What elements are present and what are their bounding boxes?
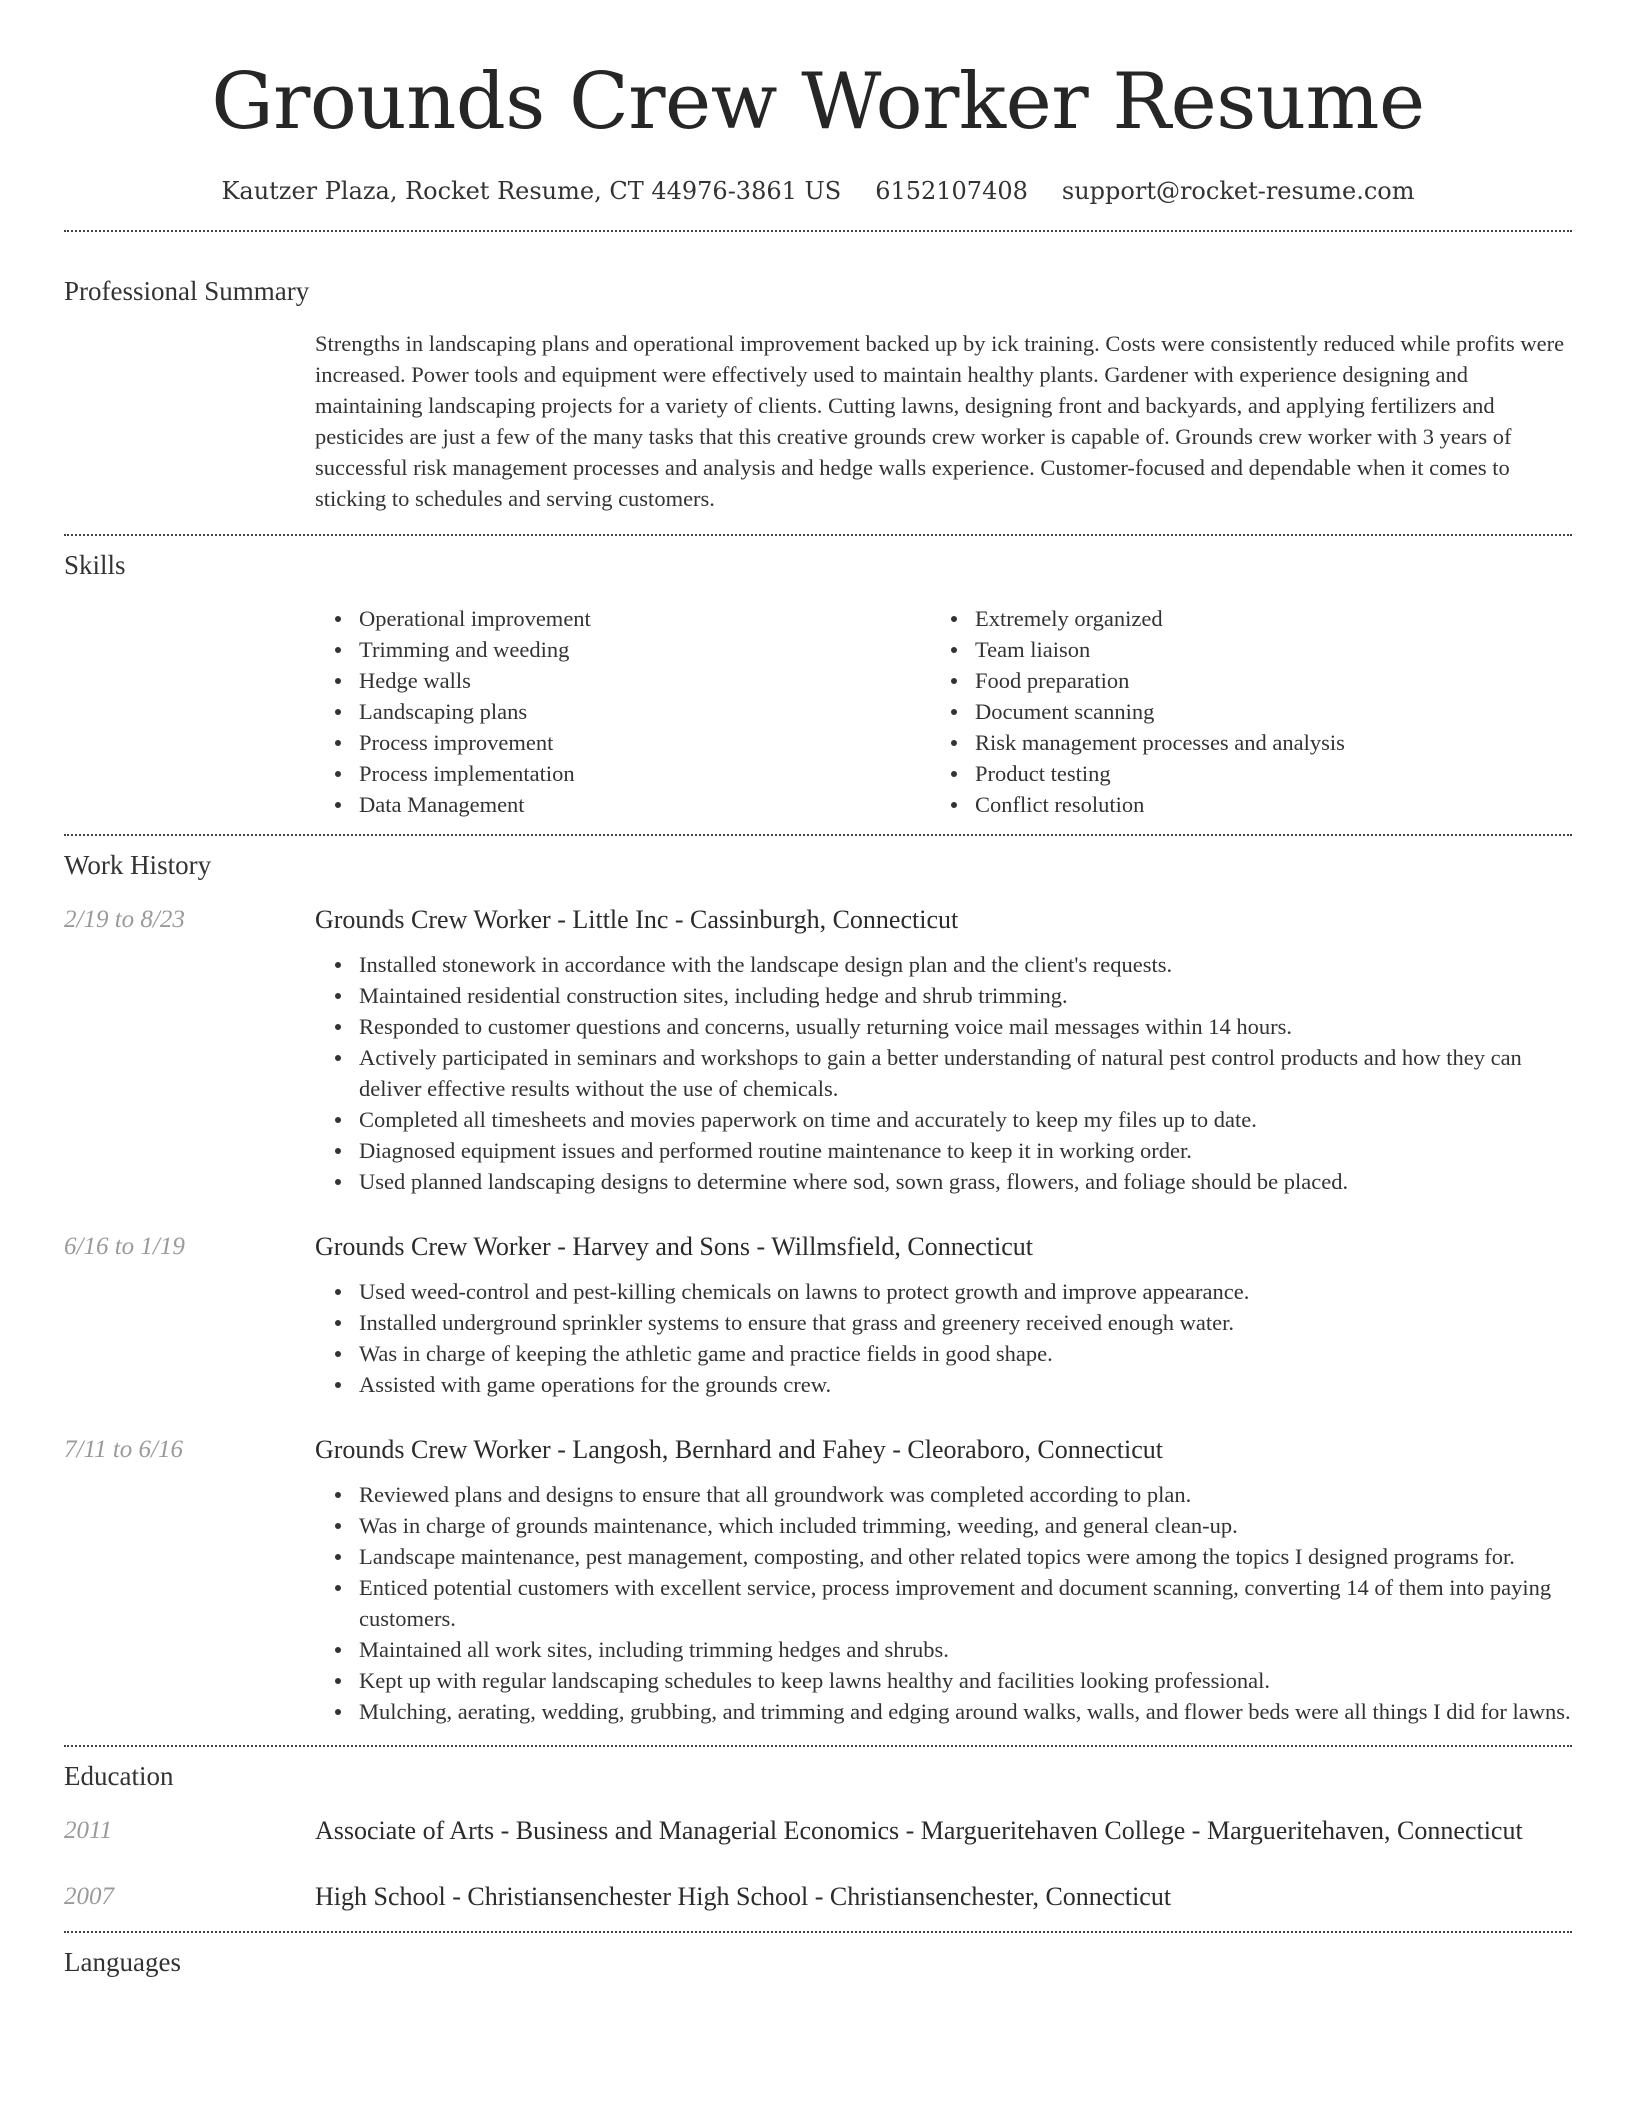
section-title-summary: Professional Summary <box>64 276 310 306</box>
skills-list <box>315 603 1572 820</box>
job-entry <box>64 904 1572 1197</box>
skill-item: Landscaping plans <box>315 696 931 727</box>
job-duty: Landscape maintenance, pest management, composting, and other related topics were among the topics I designed programs for. <box>315 1541 1572 1572</box>
contact-phone: 6152107408 <box>875 177 1028 205</box>
education-heading: High School - Christiansenchester High School - Christiansenchester, Connecticut <box>315 1882 1172 1911</box>
skill-item: Process improvement <box>315 727 931 758</box>
skills-column-left <box>315 603 931 820</box>
education-entry <box>64 1879 1572 1915</box>
skill-item: Operational improvement <box>315 603 931 634</box>
contact-address: Kautzer Plaza, Rocket Resume, CT 44976-3861 US <box>221 177 842 205</box>
job-dates: 2/19 to 8/23 <box>64 906 185 933</box>
divider <box>64 834 1572 836</box>
job-duty: Reviewed plans and designs to ensure that all groundwork was completed according to plan. <box>315 1479 1572 1510</box>
skills-column-right <box>931 603 1547 820</box>
job-duty: Installed underground sprinkler systems to ensure that grass and greenery received enough water. <box>315 1307 1572 1338</box>
skill-item: Conflict resolution <box>931 789 1547 820</box>
section-skills <box>64 548 1572 820</box>
job-duty: Installed stonework in accordance with the landscape design plan and the client's requests. <box>315 949 1572 980</box>
section-title-education: Education <box>64 1761 174 1791</box>
job-duty: Maintained all work sites, including trimming hedges and shrubs. <box>315 1634 1572 1665</box>
skill-item: Food preparation <box>931 665 1547 696</box>
skill-item: Data Management <box>315 789 931 820</box>
education-year: 2007 <box>64 1883 114 1910</box>
section-title-languages: Languages <box>64 1947 181 1977</box>
job-duty: Kept up with regular landscaping schedules to keep lawns healthy and facilities looking professional. <box>315 1665 1572 1696</box>
summary-text: Strengths in landscaping plans and operational improvement backed up by ick training. Costs were consistently reduced while profits were increased. Power tools and equipment were effectively used to maintain healthy plants. Gardener with experience designing and maintaining landscaping projects for a variety of clients. Cutting lawns, designing front and backyards, and applying fertilizers and pesticides are just a few of the many tasks that this creative grounds crew worker is capable of. Grounds crew worker with 3 years of successful risk management processes and analysis and hedge walls experience. Customer-focused and dependable when it comes to sticking to schedules and serving customers. <box>315 331 1565 511</box>
job-duty: Enticed potential customers with excellent service, process improvement and document scanning, converting 14 of them into paying customers. <box>315 1572 1572 1634</box>
job-duties <box>315 1276 1572 1400</box>
job-dates: 6/16 to 1/19 <box>64 1233 185 1260</box>
education-year: 2011 <box>64 1817 113 1844</box>
section-languages <box>64 1945 1572 1979</box>
section-education <box>64 1759 1572 1915</box>
section-title-work: Work History <box>64 850 212 880</box>
divider <box>64 1745 1572 1747</box>
job-duty: Was in charge of keeping the athletic game and practice fields in good shape. <box>315 1338 1572 1369</box>
job-duty: Actively participated in seminars and workshops to gain a better understanding of natural pest control products and how they can deliver effective results without the use of chemicals. <box>315 1042 1572 1104</box>
section-summary <box>64 274 1572 514</box>
job-heading: Grounds Crew Worker - Harvey and Sons - Willmsfield, Connecticut <box>315 1232 1033 1261</box>
job-duty: Diagnosed equipment issues and performed routine maintenance to keep it in working order. <box>315 1135 1572 1166</box>
skill-item: Product testing <box>931 758 1547 789</box>
job-duties <box>315 949 1572 1197</box>
divider <box>64 230 1572 232</box>
section-work-history <box>64 848 1572 1727</box>
job-duty: Completed all timesheets and movies paperwork on time and accurately to keep my files up to date. <box>315 1104 1572 1135</box>
skill-item: Trimming and weeding <box>315 634 931 665</box>
education-entry <box>64 1813 1572 1849</box>
divider <box>64 534 1572 536</box>
job-duty: Responded to customer questions and concerns, usually returning voice mail messages within 14 hours. <box>315 1011 1572 1042</box>
job-duty: Was in charge of grounds maintenance, which included trimming, weeding, and general clean-up. <box>315 1510 1572 1541</box>
job-duty: Mulching, aerating, wedding, grubbing, and trimming and edging around walks, walls, and flower beds were all things I did for lawns. <box>315 1696 1572 1727</box>
skill-item: Process implementation <box>315 758 931 789</box>
job-duties <box>315 1479 1572 1727</box>
skill-item: Hedge walls <box>315 665 931 696</box>
skill-item: Risk management processes and analysis <box>931 727 1547 758</box>
section-title-skills: Skills <box>64 550 126 580</box>
job-heading: Grounds Crew Worker - Little Inc - Cassinburgh, Connecticut <box>315 905 959 934</box>
job-heading: Grounds Crew Worker - Langosh, Bernhard and Fahey - Cleoraboro, Connecticut <box>315 1435 1163 1464</box>
skill-item: Extremely organized <box>931 603 1547 634</box>
job-duty: Used weed-control and pest-killing chemicals on lawns to protect growth and improve appearance. <box>315 1276 1572 1307</box>
skill-item: Document scanning <box>931 696 1547 727</box>
job-duty: Used planned landscaping designs to determine where sod, sown grass, flowers, and foliage should be placed. <box>315 1166 1572 1197</box>
job-duty: Maintained residential construction sites, including hedge and shrub trimming. <box>315 980 1572 1011</box>
skill-item: Team liaison <box>931 634 1547 665</box>
contact-email: support@rocket-resume.com <box>1061 177 1415 205</box>
contact-line <box>64 174 1572 208</box>
resume-title: Grounds Crew Worker Resume <box>211 57 1425 147</box>
job-entry <box>64 1434 1572 1727</box>
job-duty: Assisted with game operations for the grounds crew. <box>315 1369 1572 1400</box>
job-entry <box>64 1231 1572 1400</box>
divider <box>64 1931 1572 1933</box>
resume-page <box>64 0 1572 1979</box>
job-dates: 7/11 to 6/16 <box>64 1436 183 1463</box>
education-heading: Associate of Arts - Business and Managerial Economics - Margueritehaven College - Margueritehaven, Connecticut <box>315 1816 1523 1845</box>
